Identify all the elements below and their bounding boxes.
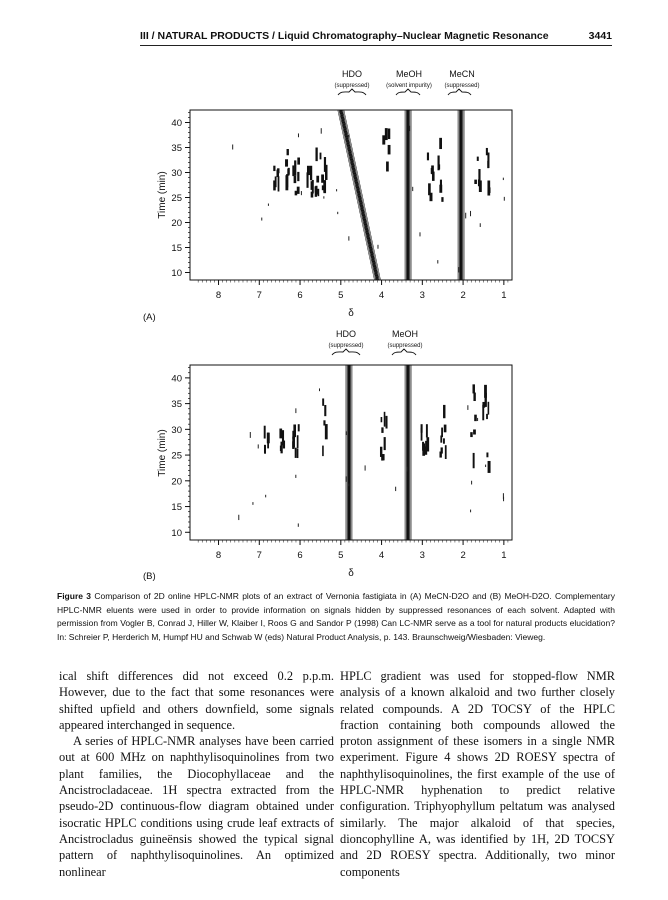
noise-mark bbox=[377, 245, 378, 249]
x-tick-label: 1 bbox=[501, 290, 507, 301]
peak-mark bbox=[295, 448, 297, 458]
peak-mark bbox=[439, 138, 442, 149]
brace-hdo-b bbox=[332, 349, 360, 355]
annotation-meoh-note-a: (solvent impurity) bbox=[386, 83, 432, 89]
figure-panel-a bbox=[0, 65, 668, 330]
noise-mark bbox=[409, 126, 410, 131]
peak-mark bbox=[472, 384, 474, 393]
peak-mark bbox=[474, 180, 477, 184]
noise-mark bbox=[232, 144, 233, 149]
y-tick-label: 10 bbox=[171, 527, 182, 539]
noise-mark bbox=[298, 133, 299, 137]
noise-mark bbox=[467, 405, 468, 410]
peak-mark bbox=[486, 414, 488, 419]
peak-mark bbox=[267, 433, 270, 444]
peak-mark bbox=[316, 176, 319, 183]
solvent-signal-hdo bbox=[338, 110, 375, 280]
solvent-signal-hdo bbox=[341, 110, 378, 280]
peak-mark bbox=[473, 393, 475, 401]
y-axis-label: Time (min) bbox=[157, 429, 168, 477]
noise-mark bbox=[258, 444, 259, 448]
noise-mark bbox=[348, 236, 349, 240]
noise-mark bbox=[268, 204, 269, 206]
peak-mark bbox=[275, 176, 277, 187]
peak-mark bbox=[388, 145, 391, 155]
noise-mark bbox=[321, 128, 322, 133]
peak-mark bbox=[381, 417, 383, 422]
peak-mark bbox=[310, 166, 312, 180]
x-tick-label: 2 bbox=[460, 290, 466, 301]
peak-mark bbox=[426, 424, 428, 437]
peak-mark bbox=[386, 416, 388, 429]
peak-mark bbox=[312, 180, 314, 194]
body-column-right bbox=[340, 668, 615, 880]
annotation-mecn-a: MeCN bbox=[449, 69, 475, 79]
peak-mark bbox=[440, 435, 442, 442]
running-header bbox=[140, 30, 612, 46]
noise-mark bbox=[437, 260, 438, 263]
y-tick-label: 40 bbox=[171, 373, 182, 385]
paragraph: HPLC gradient was used for stopped-flow NMR analysis of a known alkaloid and two further closely related compounds. A 2D TOCSY of the HPLC fraction containing both compounds allowed the proton assignment of these isomers in a single NMR experiment. Figure 4 shows 2D ROESY spectra of naphthylisoquinolines, the first example of the use of HPLC-NMR hyphenation to predict relative configuration. Triphyophyllum peltatum was analysed similarly. The major alkaloid of that species, dioncophylline A, was identified by 1H, 2D TOCSY and 2D ROESY spectra. Additionally, two minor components bbox=[340, 669, 615, 879]
peak-mark bbox=[292, 165, 294, 176]
x-tick-label: 8 bbox=[215, 290, 222, 301]
brace-meoh-b bbox=[392, 349, 416, 355]
noise-mark bbox=[238, 515, 239, 520]
y-tick-label: 20 bbox=[171, 218, 182, 229]
peak-mark bbox=[384, 437, 386, 450]
x-tick-label: 3 bbox=[419, 550, 425, 561]
peak-mark bbox=[264, 445, 266, 453]
peak-mark bbox=[298, 424, 300, 431]
peak-mark bbox=[437, 155, 439, 170]
peak-mark bbox=[485, 393, 487, 407]
peak-mark bbox=[322, 446, 324, 457]
peak-mark bbox=[287, 149, 289, 155]
peak-mark bbox=[292, 437, 295, 448]
peak-mark bbox=[273, 166, 275, 171]
peak-mark bbox=[488, 461, 491, 473]
peak-mark bbox=[443, 438, 445, 443]
y-tick-label: 15 bbox=[171, 502, 182, 514]
peak-mark bbox=[322, 398, 324, 405]
noise-mark bbox=[412, 187, 413, 191]
peak-mark bbox=[488, 402, 490, 415]
peak-mark bbox=[473, 453, 475, 468]
noise-mark bbox=[504, 197, 505, 201]
solvent-signal-hdo bbox=[339, 110, 376, 280]
noise-mark bbox=[336, 189, 337, 191]
x-tick-label: 7 bbox=[256, 290, 262, 301]
peak-mark bbox=[297, 448, 299, 458]
peak-mark bbox=[425, 446, 427, 454]
peak-mark bbox=[439, 452, 441, 458]
annotation-hdo-b: HDO bbox=[336, 329, 356, 339]
y-tick-label: 40 bbox=[171, 118, 182, 129]
noise-mark bbox=[345, 476, 346, 481]
peak-mark bbox=[428, 183, 431, 195]
y-tick-label: 25 bbox=[171, 450, 182, 462]
y-tick-label: 35 bbox=[171, 399, 182, 411]
y-tick-label: 35 bbox=[171, 143, 182, 154]
x-tick-label: 3 bbox=[419, 290, 425, 301]
noise-mark bbox=[295, 408, 296, 413]
peak-mark bbox=[385, 128, 388, 140]
peak-mark bbox=[276, 170, 279, 177]
solvent-signal-hdo bbox=[342, 110, 379, 280]
peak-mark bbox=[285, 175, 288, 190]
x-tick-label: 2 bbox=[460, 550, 466, 561]
noise-mark bbox=[348, 484, 349, 487]
noise-mark bbox=[295, 475, 296, 478]
peak-mark bbox=[323, 181, 325, 192]
noise-mark bbox=[323, 196, 324, 198]
plot-frame bbox=[190, 110, 512, 280]
noise-mark bbox=[395, 487, 396, 491]
peak-mark bbox=[441, 197, 443, 202]
noise-mark bbox=[301, 191, 302, 195]
annotation-meoh-b: MeOH bbox=[391, 329, 419, 339]
noise-mark bbox=[365, 465, 366, 470]
peak-mark bbox=[445, 445, 447, 459]
brace-mecn-a bbox=[448, 89, 471, 95]
peak-mark bbox=[487, 153, 489, 169]
peak-mark bbox=[315, 186, 317, 195]
y-tick-label: 15 bbox=[171, 243, 182, 254]
solvent-signal-hdo bbox=[344, 110, 381, 280]
peak-mark bbox=[386, 162, 389, 172]
noise-mark bbox=[337, 212, 338, 214]
noise-mark bbox=[319, 388, 320, 391]
solvent-signal-hdo bbox=[340, 110, 377, 280]
annotation-hdo-a: HDO bbox=[342, 69, 362, 79]
annotation-mecn-note-a: (suppressed) bbox=[444, 83, 480, 89]
peak-mark bbox=[325, 429, 327, 438]
noise-mark bbox=[503, 493, 504, 499]
page-number: 3441 bbox=[588, 30, 612, 42]
peak-mark bbox=[382, 135, 385, 144]
noise-mark bbox=[458, 267, 459, 272]
peak-mark bbox=[477, 157, 479, 161]
peak-mark bbox=[324, 157, 326, 172]
peak-mark bbox=[440, 180, 442, 189]
peak-mark bbox=[422, 442, 424, 451]
peak-mark bbox=[279, 429, 282, 439]
peak-mark bbox=[320, 153, 322, 160]
x-tick-label: 5 bbox=[338, 550, 344, 561]
noise-mark bbox=[480, 223, 481, 227]
peak-mark bbox=[311, 192, 314, 198]
y-tick-label: 30 bbox=[171, 168, 182, 179]
running-title: III / NATURAL PRODUCTS / Liquid Chromatography–Nuclear Magnetic Resonance bbox=[140, 30, 549, 42]
peak-mark bbox=[278, 176, 280, 191]
annotation-hdo-note-a: (suppressed) bbox=[334, 83, 370, 89]
peak-mark bbox=[380, 447, 382, 457]
paragraph: ical shift differences did not exceed 0.2 p.p.m. However, due to the fact that some resonances were shifted upfield and others downfield, some signals appeared interchanged in sequence. bbox=[59, 669, 334, 732]
annotation-meoh-note-b: (suppressed) bbox=[387, 343, 423, 349]
noise-mark bbox=[419, 232, 420, 236]
peak-mark bbox=[388, 128, 390, 139]
x-axis-label: δ bbox=[348, 308, 354, 319]
annotation-meoh-a: MeOH bbox=[395, 69, 423, 79]
noise-mark bbox=[465, 213, 466, 219]
noise-mark bbox=[503, 178, 504, 180]
noise-mark bbox=[485, 465, 486, 467]
x-tick-label: 7 bbox=[256, 550, 262, 561]
brace-hdo-a bbox=[338, 89, 366, 95]
body-column-left bbox=[59, 668, 334, 880]
peak-mark bbox=[478, 169, 480, 184]
peak-mark bbox=[297, 187, 300, 194]
peak-mark bbox=[444, 425, 447, 433]
panel-label-b: (B) bbox=[143, 571, 156, 582]
noise-mark bbox=[252, 502, 253, 505]
peak-mark bbox=[324, 405, 326, 416]
peak-mark bbox=[474, 415, 477, 421]
x-tick-label: 1 bbox=[501, 550, 507, 561]
peak-mark bbox=[297, 172, 299, 181]
header-rule bbox=[140, 45, 612, 46]
peak-mark bbox=[264, 426, 266, 439]
peak-mark bbox=[297, 158, 300, 165]
peak-mark bbox=[431, 168, 433, 174]
noise-mark bbox=[298, 523, 299, 526]
y-tick-label: 25 bbox=[171, 193, 182, 204]
x-tick-label: 5 bbox=[338, 290, 344, 301]
peak-mark bbox=[294, 176, 297, 183]
noise-mark bbox=[470, 211, 471, 216]
peak-mark bbox=[421, 424, 423, 433]
x-axis-label: δ bbox=[348, 568, 354, 579]
noise-mark bbox=[471, 481, 472, 485]
x-tick-label: 8 bbox=[215, 550, 222, 561]
peak-mark bbox=[318, 189, 320, 196]
peak-mark bbox=[323, 420, 325, 425]
caption-label: Figure 3 bbox=[57, 591, 92, 601]
y-tick-label: 30 bbox=[171, 424, 182, 436]
peak-mark bbox=[381, 427, 383, 433]
noise-mark bbox=[261, 218, 262, 221]
noise-mark bbox=[348, 135, 349, 137]
peak-mark bbox=[294, 160, 296, 175]
peak-mark bbox=[473, 429, 476, 434]
peak-mark bbox=[280, 442, 282, 454]
x-tick-label: 6 bbox=[297, 550, 303, 561]
peak-mark bbox=[315, 148, 317, 162]
peak-mark bbox=[285, 159, 288, 166]
paragraph: A series of HPLC-NMR analyses have been carried out at 600 MHz on naphthylisoquinolines from two plant families, the Diocophyllaceae and the Ancistrocladaceae. 1H spectra extracted from the pseudo-2D continuous-flow diagram obtained under isocratic HPLC conditions using crude leaf extracts of Ancistrocladus guineënsis showed the typical signal pattern of naphthylisoquinolines. An optimized nonlinear bbox=[59, 734, 334, 879]
x-tick-label: 4 bbox=[378, 290, 385, 301]
peak-mark bbox=[443, 405, 445, 418]
annotation-hdo-note-b: (suppressed) bbox=[328, 343, 364, 349]
peak-mark bbox=[297, 435, 299, 448]
brace-meoh-a bbox=[396, 89, 420, 95]
noise-mark bbox=[250, 432, 251, 438]
peak-mark bbox=[288, 168, 290, 175]
figure-panel-b bbox=[0, 325, 668, 585]
y-tick-label: 10 bbox=[171, 268, 182, 279]
panel-label-a: (A) bbox=[143, 312, 156, 323]
noise-mark bbox=[406, 467, 407, 472]
y-tick-label: 20 bbox=[171, 476, 182, 488]
peak-mark bbox=[427, 153, 429, 161]
peak-mark bbox=[486, 452, 488, 457]
peak-mark bbox=[307, 166, 310, 175]
y-axis-label: Time (min) bbox=[157, 171, 168, 219]
x-tick-label: 4 bbox=[378, 550, 385, 561]
peak-mark bbox=[384, 412, 386, 427]
peak-mark bbox=[470, 432, 472, 437]
peak-mark bbox=[487, 180, 490, 195]
figure-caption bbox=[57, 590, 615, 644]
noise-mark bbox=[470, 510, 471, 513]
x-tick-label: 6 bbox=[297, 290, 303, 301]
caption-text: Comparison of 2D online HPLC-NMR plots of an extract of Vernonia fastigiata in (A) MeCN-D2O and (B) MeOH-D2O. Complementary HPLC-NMR eluents were used in order to provide information on signals hidden by suppressed resonances of each solvent. Adapted with permission from Vogler B, Conrad J, Hiller W, Klaiber I, Roos G and Sandor P (1998) Can LC-NMR serve as a tool for natural products elucidation? In: Schreier P, Herderich M, Humpf HU and Schwab W (eds) Natural Product Analysis, p. 143. Braunschweig/Wiesbaden: Vieweg. bbox=[57, 591, 615, 642]
noise-mark bbox=[477, 418, 478, 421]
noise-mark bbox=[346, 431, 347, 435]
noise-mark bbox=[265, 495, 266, 498]
